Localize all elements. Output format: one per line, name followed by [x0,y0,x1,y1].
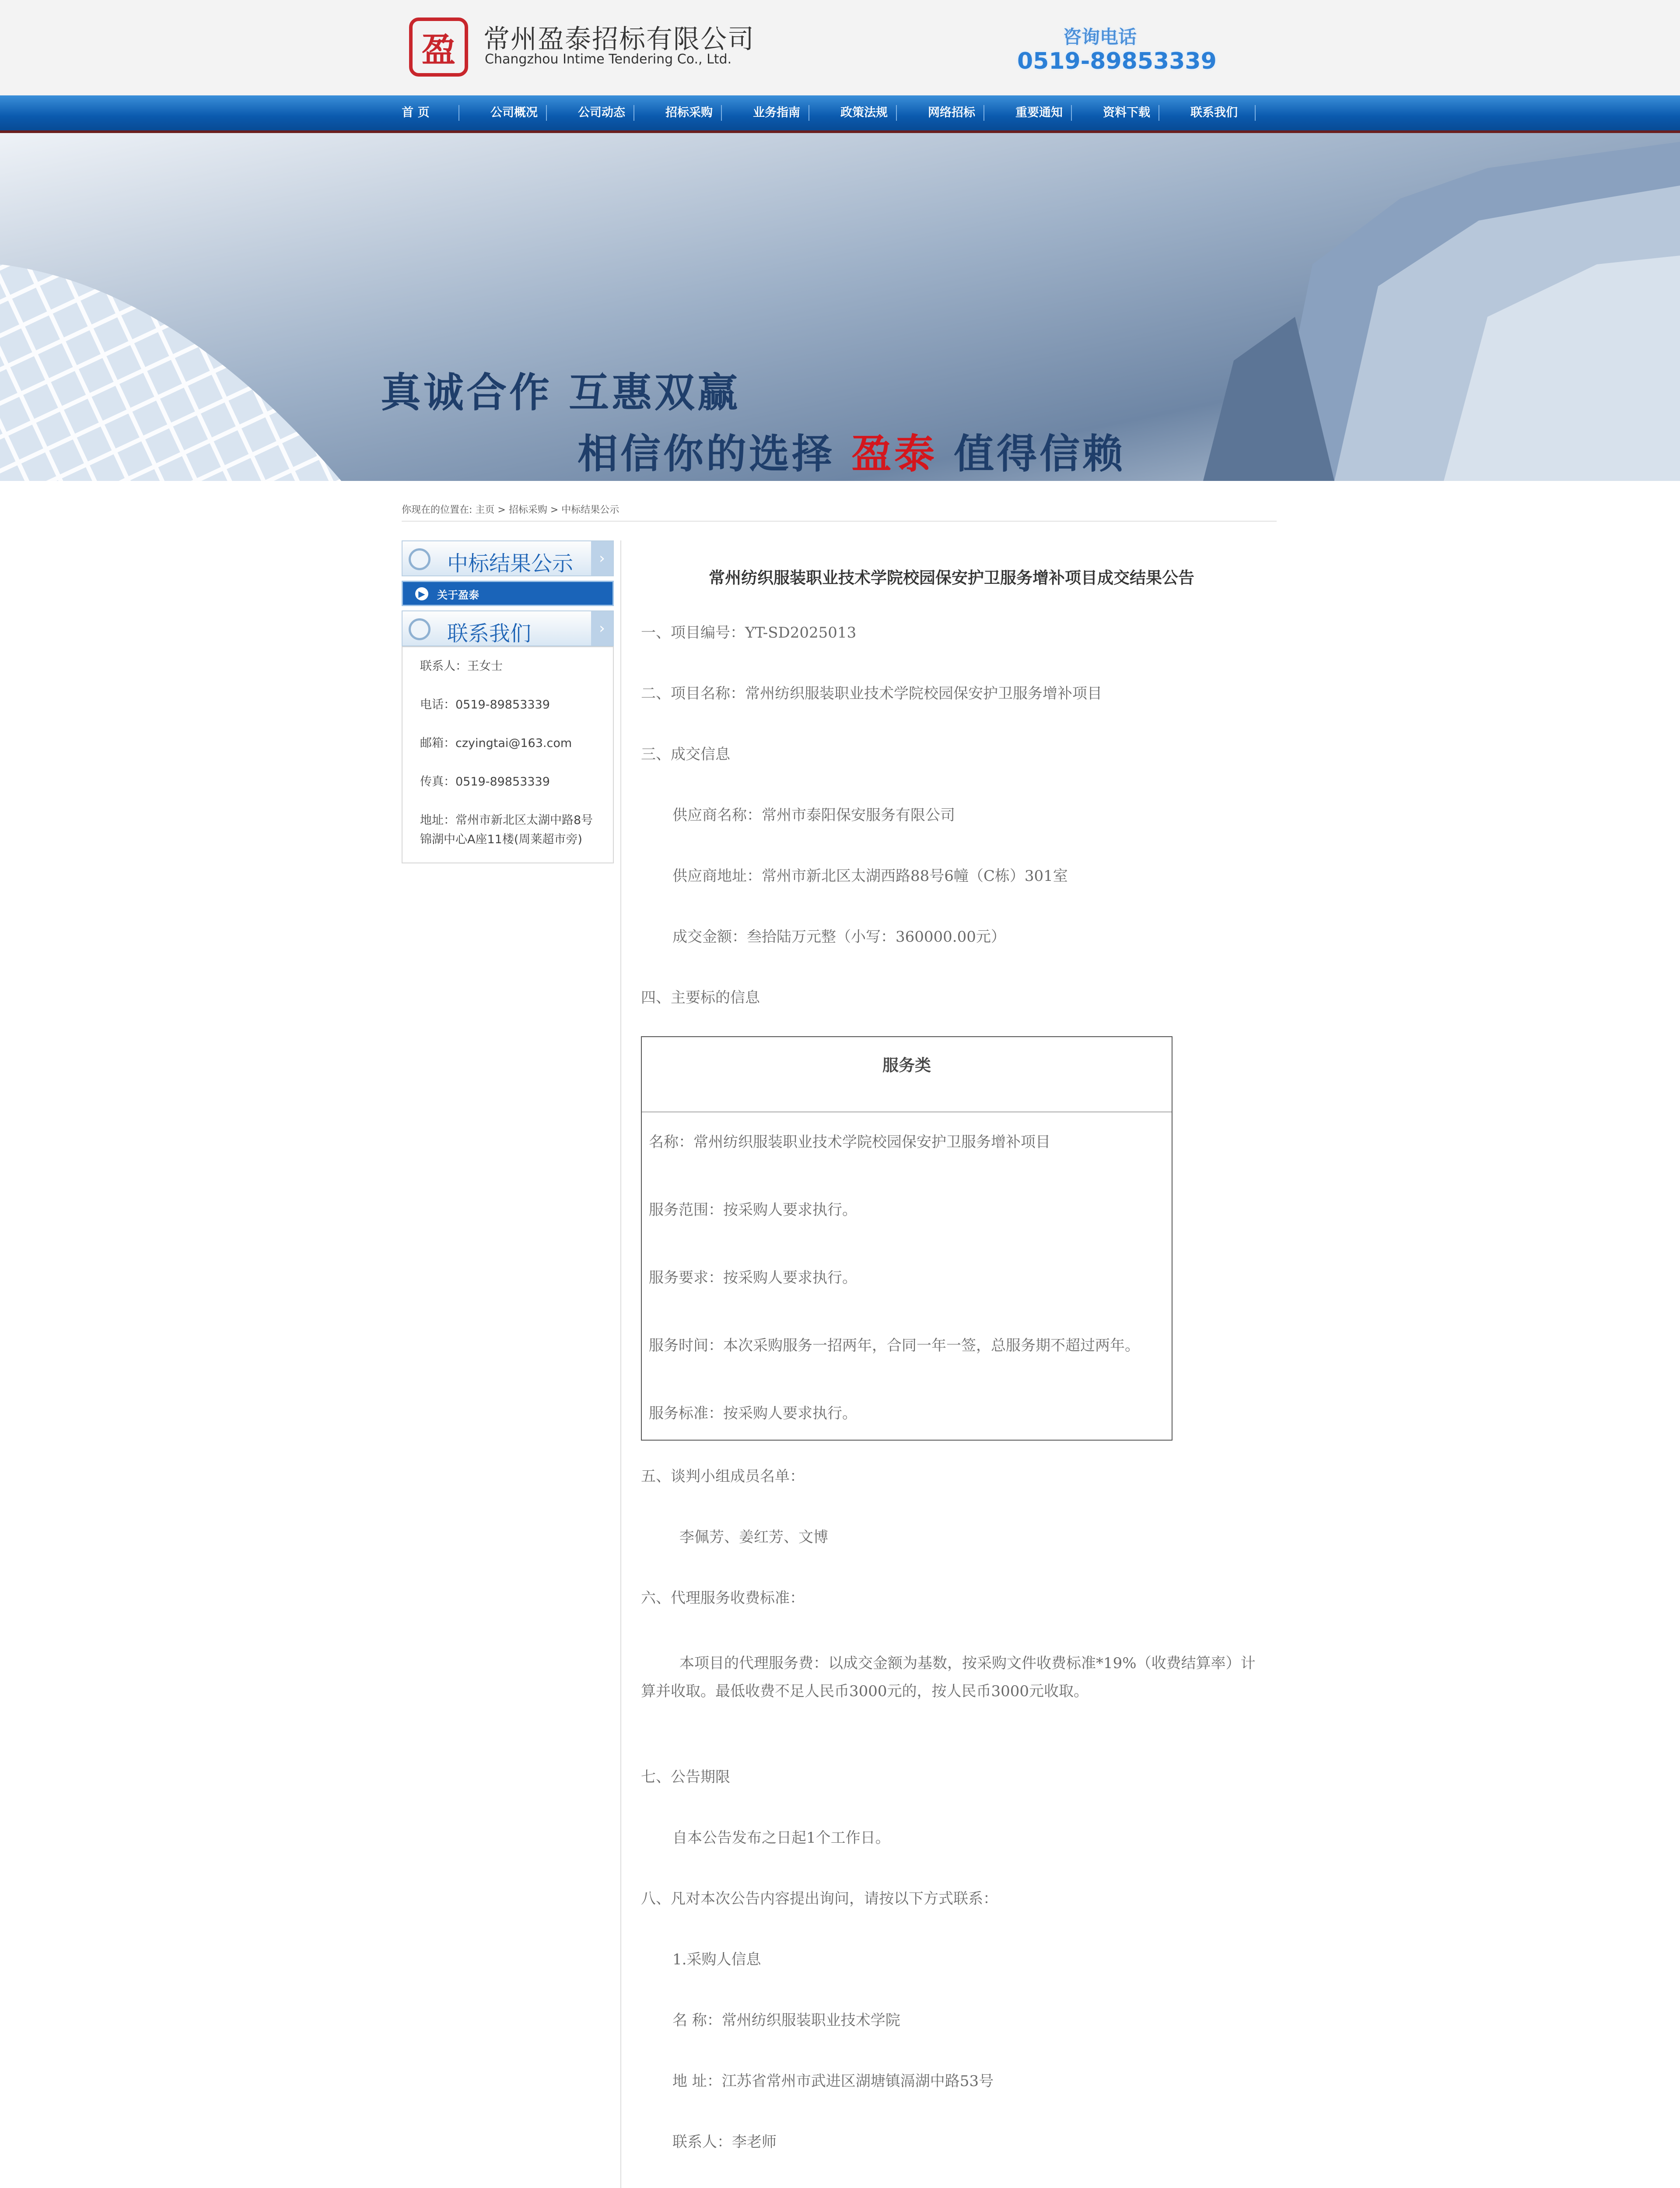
section-2: 二、项目名称：常州纺织服装职业技术学院校园保安护卫服务增补项目 [641,685,1102,702]
main-nav [0,95,1680,130]
company-name-en: Changzhou Intime Tendering Co., Ltd. [485,52,732,67]
sidebar-title-results[interactable] [402,540,614,576]
chevron-right-icon: › [591,611,613,645]
supplier-address: 供应商地址：常州市新北区太湖西路88号6幢（C栋）301室 [672,867,1068,885]
purchaser-heading: 1.采购人信息 [672,1951,761,1968]
company-name-cn: 常州盈泰招标有限公司 [483,24,755,55]
breadcrumb[interactable]: 你现在的位置在: 主页 > 招标采购 > 中标结果公示 [402,505,620,515]
banner-slogan-2 [578,422,1125,480]
table-header: 服务类 [642,1037,1172,1112]
company-logo-icon[interactable]: 盈 [409,18,468,77]
hotline-label: 咨询电话 [1063,26,1137,48]
article [641,565,1262,2188]
section-6: 六、代理服务收费标准： [641,1589,805,1607]
sidebar [402,540,614,863]
service-standard: 服务标准：按采购人要求执行。 [649,1405,857,1422]
column-divider [620,540,621,2188]
play-icon: ▶ [415,587,428,600]
nav-item-guide[interactable]: 业务指南 [753,106,800,119]
hero-banner [0,133,1680,481]
banner-slogan-2-b: 值得信赖 [954,430,1126,477]
banner-slogan-2-a: 相信你的选择 [578,430,835,477]
banner-brand: 盈泰 [851,430,938,477]
contact-fax: 传真：0519-89853339 [420,775,550,789]
section-3: 三、成交信息 [641,746,730,763]
nav-item-procurement[interactable]: 招标采购 [665,106,713,119]
nav-item-notices[interactable]: 重要通知 [1015,106,1063,119]
section-8: 八、凡对本次公告内容提出询问，请按以下方式联系： [641,1890,998,1907]
contact-email[interactable]: 邮箱：czyingtai@163.com [420,736,572,750]
nav-item-online-bidding[interactable]: 网络招标 [928,106,975,119]
site-header [0,0,1680,95]
contact-box [402,646,614,863]
panel-members: 李佩芳、姜红芳、文博 [679,1529,828,1546]
nav-item-contact[interactable]: 联系我们 [1190,106,1238,119]
service-scope: 服务范围：按采购人要求执行。 [649,1201,857,1219]
nav-item-about[interactable]: 公司概况 [490,106,538,119]
subject-name: 名称：常州纺织服装职业技术学院校园保安护卫服务增补项目 [649,1133,1050,1151]
service-time: 服务时间：本次采购服务一招两年，合同一年一签，总服务期不超过两年。 [649,1337,1140,1354]
nav-divider [808,105,809,121]
service-requirement: 服务要求：按采购人要求执行。 [649,1269,857,1287]
fee-description: 本项目的代理服务费：以成交金额为基数，按采购文件收费标准*19%（收费结算率）计算并收取。最低收费不足人民币3000元的，按人民币3000元收取。 [641,1655,1256,1700]
hotline-number: 0519-89853339 [1017,48,1217,74]
nav-divider [896,105,897,121]
banner-slogan-1: 真诚合作 互惠双赢 [381,369,741,416]
subject-info-table [641,1036,1172,1441]
contact-phone: 电话：0519-89853339 [420,698,550,712]
sidebar-title-label: 中标结果公示 [447,551,574,576]
nav-item-news[interactable]: 公司动态 [578,106,625,119]
circle-icon [409,618,430,640]
notice-period: 自本公告发布之日起1个工作日。 [672,1829,890,1847]
section-5: 五、谈判小组成员名单： [641,1468,805,1485]
sidebar-item-about[interactable] [402,581,614,606]
nav-item-policy[interactable]: 政策法规 [840,106,888,119]
nav-item-home[interactable]: 首 页 [402,106,430,119]
nav-divider [1158,105,1159,121]
chevron-right-icon: › [591,541,613,575]
sidebar-item-label: 关于盈泰 [437,589,479,601]
nav-divider [1071,105,1072,121]
nav-divider [546,105,547,121]
sidebar-title-label: 联系我们 [447,621,532,646]
contact-address: 地址：常州市新北区太湖中路8号锦湖中心A座11楼(周莱超市旁) [420,813,593,846]
section-1: 一、项目编号：YT-SD2025013 [641,624,857,642]
section-7: 七、公告期限 [641,1768,730,1786]
purchaser-name: 名 称：常州纺织服装职业技术学院 [672,2012,900,2029]
contact-person: 联系人：王女士 [420,659,503,673]
nav-item-downloads[interactable]: 资料下载 [1103,106,1150,119]
table-body [642,1112,1172,1440]
section-4: 四、主要标的信息 [641,989,760,1006]
nav-divider [458,105,459,121]
supplier-name: 供应商名称：常州市泰阳保安服务有限公司 [672,806,955,824]
nav-divider [1255,105,1256,121]
article-title: 常州纺织服装职业技术学院校园保安护卫服务增补项目成交结果公告 [709,568,1194,587]
sidebar-title-contact[interactable] [402,610,614,646]
divider [402,521,1277,522]
circle-icon [409,548,430,570]
nav-divider [721,105,722,121]
purchaser-address: 地 址：江苏省常州市武进区湖塘镇滆湖中路53号 [672,2072,994,2090]
deal-amount: 成交金额：叁拾陆万元整（小写：360000.00元） [672,928,1006,946]
purchaser-contact: 联系人：李老师 [672,2133,777,2151]
